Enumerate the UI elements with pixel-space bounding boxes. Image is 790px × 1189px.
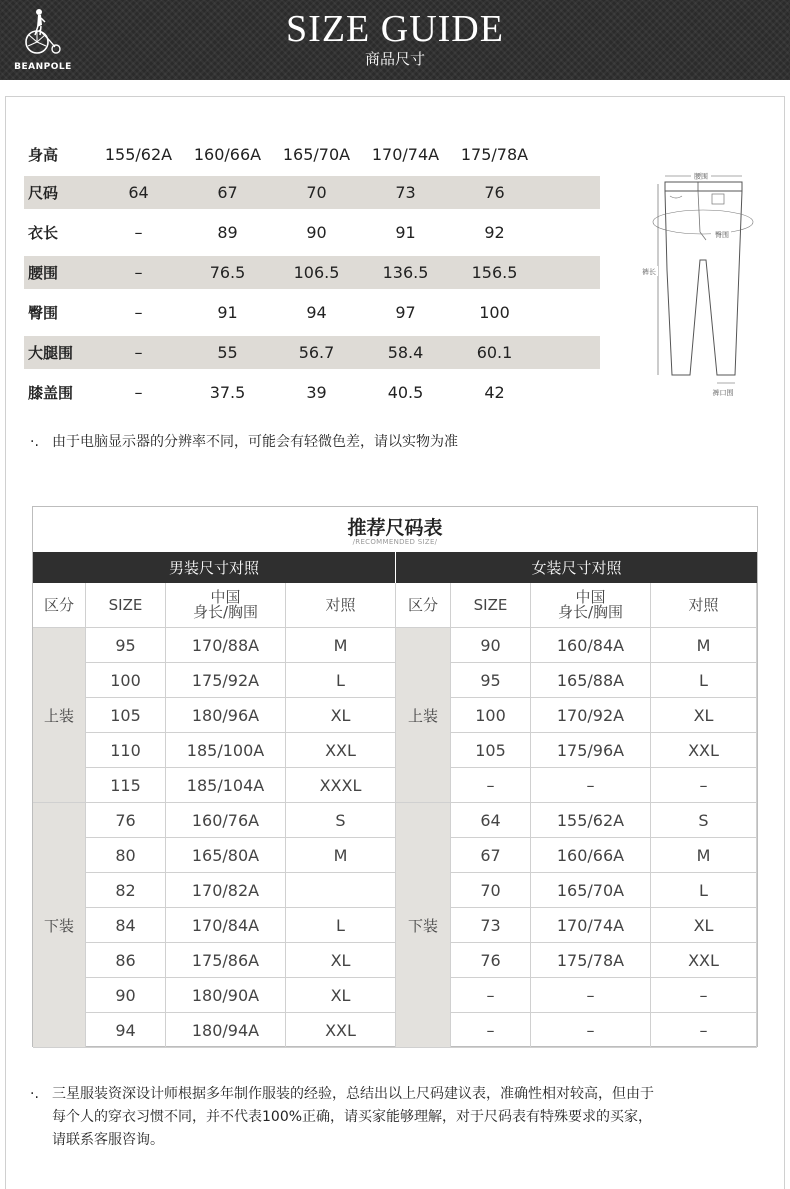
size-advice-note (30, 1083, 760, 1152)
size-cell: 56.7 (298, 343, 335, 362)
recommended-size-table (32, 506, 758, 1047)
men-table-cell: 180/90A (166, 978, 286, 1013)
size-table (24, 135, 600, 412)
size-table-row (24, 256, 600, 289)
header-cell: 175/78A (460, 144, 529, 164)
women-table-cell: 67 (451, 838, 531, 873)
men-table-cell: 170/82A (166, 873, 286, 908)
size-table-row (24, 176, 600, 209)
women-table-cell: M (651, 628, 757, 663)
row-label: 身高 (28, 145, 59, 164)
women-table-cell: 95 (451, 663, 531, 698)
header-cell: 160/66A (193, 144, 262, 164)
header-cell: 165/70A (282, 144, 351, 164)
hem-label: 裤口围 (712, 389, 734, 397)
women-table-cell: 73 (451, 908, 531, 943)
men-col-size: SIZE (86, 583, 166, 628)
women-col-size: SIZE (451, 583, 531, 628)
row-label: 尺码 (28, 184, 59, 202)
size-cell: – (134, 382, 143, 402)
size-cell: 92 (484, 222, 505, 242)
women-table-cell: – (451, 768, 531, 803)
size-cell: 37.5 (209, 382, 246, 402)
hip-label: 臀围 (715, 231, 729, 239)
notice-text: 由于电脑显示器的分辨率不同，可能会有轻微色差，请以实物为准 (52, 434, 458, 450)
women-table-cell: 76 (451, 943, 531, 978)
size-cell: 106.5 (293, 263, 340, 282)
women-table-cell: XXL (651, 733, 757, 768)
men-table-cell: 170/84A (166, 908, 286, 943)
size-cell: 73 (395, 183, 416, 202)
size-cell: – (134, 222, 143, 242)
bullet: ·. (30, 1086, 39, 1102)
women-table-cell: 100 (451, 698, 531, 733)
size-cell: 76.5 (209, 263, 246, 282)
size-cell: 58.4 (387, 343, 424, 362)
women-table-cell: 90 (451, 628, 531, 663)
size-cell: 42 (484, 382, 505, 402)
col-china-line1: 中国 (210, 588, 241, 606)
rec-subtitle: /RECOMMENDED SIZE/ (352, 538, 438, 546)
men-table-cell: M (286, 838, 396, 873)
size-cell: 100 (479, 302, 510, 322)
row-label: 衣长 (28, 223, 59, 242)
size-cell: 89 (217, 222, 238, 242)
bullet: ·. (30, 434, 39, 450)
size-cell: 94 (306, 302, 327, 322)
women-table-cell: – (531, 768, 651, 803)
women-table-cell: XL (651, 698, 757, 733)
women-table-cell: 170/74A (531, 908, 651, 943)
men-table-cell: 110 (86, 733, 166, 768)
women-table-cell: – (651, 768, 757, 803)
women-col-china (531, 583, 651, 628)
men-col-category: 区分 (33, 583, 86, 628)
size-table-row (24, 336, 600, 369)
men-table-cell: XL (286, 978, 396, 1013)
women-col-compare: 对照 (651, 583, 757, 628)
color-notice (30, 431, 458, 451)
men-table-cell: L (286, 663, 396, 698)
header-cell: 155/62A (104, 144, 173, 164)
size-table-row (24, 212, 600, 252)
page-subtitle: 商品尺寸 (364, 50, 425, 68)
rec-title: 推荐尺码表 (347, 517, 443, 539)
women-table-cell: 155/62A (531, 803, 651, 838)
women-table-cell: 70 (451, 873, 531, 908)
size-cell: 91 (395, 222, 416, 242)
women-table-cell: – (531, 1013, 651, 1048)
women-table-cell: L (651, 663, 757, 698)
size-cell: 67 (217, 183, 238, 202)
men-table-cell: 170/88A (166, 628, 286, 663)
women-top-category: 上装 (396, 628, 451, 803)
size-cell: 55 (217, 343, 238, 362)
row-label: 腰围 (28, 264, 59, 282)
size-cell: 136.5 (382, 263, 429, 282)
men-col-china (166, 583, 286, 628)
size-cell: 70 (306, 183, 327, 202)
men-table-cell: M (286, 628, 396, 663)
waist-label: 腰围 (694, 172, 708, 181)
col-china-line2: 身长/胸围 (557, 603, 624, 621)
men-table-cell: 165/80A (166, 838, 286, 873)
men-table-cell: 185/100A (166, 733, 286, 768)
size-cell: 76 (484, 183, 505, 202)
women-table-cell: 64 (451, 803, 531, 838)
men-table-cell: 86 (86, 943, 166, 978)
men-table-cell: 94 (86, 1013, 166, 1048)
men-table-cell: XXL (286, 733, 396, 768)
size-table-header-row (24, 135, 600, 173)
men-table-cell: 160/76A (166, 803, 286, 838)
row-label: 膝盖围 (28, 383, 74, 402)
size-cell: 90 (306, 222, 327, 242)
men-table-cell: XL (286, 698, 396, 733)
size-table-row (24, 292, 600, 332)
size-cell: – (134, 343, 143, 362)
men-table-cell: 185/104A (166, 768, 286, 803)
men-table-cell: 180/96A (166, 698, 286, 733)
men-table-cell: 100 (86, 663, 166, 698)
brand-name: BEANPOLE (14, 62, 72, 72)
pants-diagram (638, 170, 758, 400)
men-table-cell: XXL (286, 1013, 396, 1048)
women-table-cell: – (451, 1013, 531, 1048)
men-top-category: 上装 (33, 628, 86, 803)
men-bottom-category: 下装 (33, 803, 86, 1048)
size-cell: 40.5 (387, 382, 424, 402)
size-cell: 39 (306, 382, 327, 402)
men-table-cell: 76 (86, 803, 166, 838)
size-cell: – (134, 263, 143, 282)
women-table-cell: 175/78A (531, 943, 651, 978)
women-table-cell: 175/96A (531, 733, 651, 768)
advice-line: 每个人的穿衣习惯不同，并不代表100%正确，请买家能够理解，对于尺码表有特殊要求的买家， (52, 1109, 653, 1125)
women-table-cell: XL (651, 908, 757, 943)
women-table-cell: L (651, 873, 757, 908)
size-cell: 97 (395, 302, 416, 322)
men-table-cell: 84 (86, 908, 166, 943)
men-table-cell: 175/86A (166, 943, 286, 978)
women-col-category: 区分 (396, 583, 451, 628)
men-table-cell: S (286, 803, 396, 838)
men-table-cell: 180/94A (166, 1013, 286, 1048)
women-table-cell: – (651, 1013, 757, 1048)
men-table-cell: 175/92A (166, 663, 286, 698)
women-table-cell: 160/66A (531, 838, 651, 873)
men-table-cell: 115 (86, 768, 166, 803)
men-table-cell (286, 873, 396, 908)
women-table-cell: 165/70A (531, 873, 651, 908)
women-table-cell: – (651, 978, 757, 1013)
women-section-header: 女装尺寸对照 (396, 552, 757, 583)
men-table-cell: 95 (86, 628, 166, 663)
men-table-cell: 90 (86, 978, 166, 1013)
size-table-row (24, 372, 600, 412)
size-cell: 156.5 (471, 263, 518, 282)
page-title: SIZE GUIDE (286, 8, 504, 50)
header-cell: 170/74A (371, 144, 440, 164)
row-label: 臀围 (28, 303, 59, 322)
men-col-compare: 对照 (286, 583, 396, 628)
men-table-cell: 105 (86, 698, 166, 733)
women-table-cell: S (651, 803, 757, 838)
size-cell: – (134, 302, 143, 322)
length-label: 裤长 (642, 268, 656, 276)
row-label: 大腿围 (28, 344, 74, 362)
col-china-line1: 中国 (575, 588, 606, 606)
size-cell: 91 (217, 302, 238, 322)
women-table-cell: M (651, 838, 757, 873)
women-table-cell: 165/88A (531, 663, 651, 698)
men-table-cell: 80 (86, 838, 166, 873)
advice-line: 三星服装资深设计师根据多年制作服装的经验，总结出以上尺码建议表，准确性相对较高，但由于 (52, 1086, 654, 1102)
col-china-line2: 身长/胸围 (192, 603, 259, 621)
men-section-header: 男装尺寸对照 (33, 552, 395, 583)
men-table-cell: XXXL (286, 768, 396, 803)
women-table-cell: – (531, 978, 651, 1013)
men-table-cell: L (286, 908, 396, 943)
advice-line: 请联系客服咨询。 (52, 1132, 164, 1148)
women-bottom-category: 下装 (396, 803, 451, 1048)
women-table-cell: – (451, 978, 531, 1013)
men-table-cell: 82 (86, 873, 166, 908)
women-table-cell: 170/92A (531, 698, 651, 733)
women-table-cell: 105 (451, 733, 531, 768)
women-table-cell: XXL (651, 943, 757, 978)
size-cell: 60.1 (476, 343, 513, 362)
men-table-cell: XL (286, 943, 396, 978)
page-header (0, 0, 790, 80)
women-table-cell: 160/84A (531, 628, 651, 663)
size-cell: 64 (128, 183, 149, 202)
